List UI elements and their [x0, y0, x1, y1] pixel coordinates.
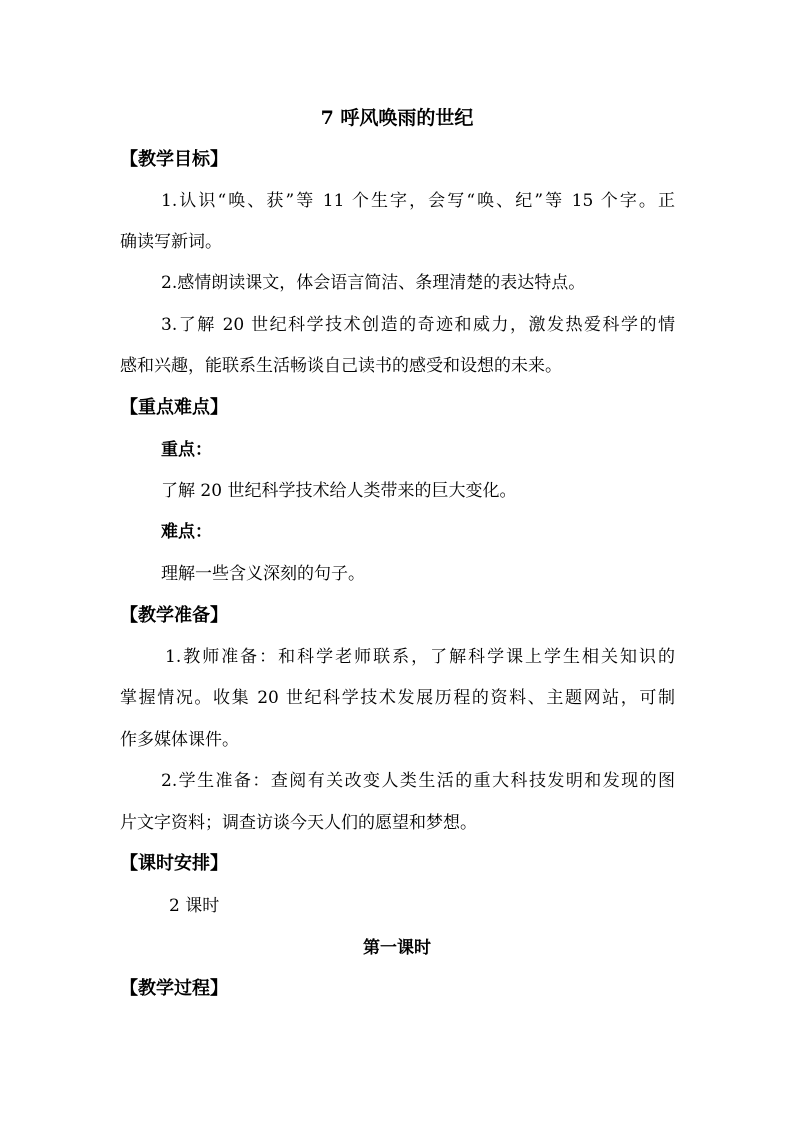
difficulty-text: 理解一些含义深刻的句子。	[161, 564, 365, 584]
student-prep-line-1: 2.学生准备：查阅有关改变人类生活的重大科技发明和发现的图	[161, 771, 675, 791]
teacher-prep-line-1: 1.教师准备：和科学老师联系，了解科学课上学生相关知识的	[165, 647, 675, 667]
objective-3-line-2: 感和兴趣，能联系生活畅谈自己读书的感受和设想的未来。	[120, 356, 562, 376]
first-lesson-title: 第一课时	[363, 938, 431, 958]
heading-key-points: 【重点难点】	[120, 397, 228, 418]
document-title: 7 呼风唤雨的世纪	[320, 107, 474, 129]
student-prep-line-2: 片文字资料；调查访谈今天人们的愿望和梦想。	[120, 813, 477, 833]
key-point-text: 了解 20 世纪科学技术给人类带来的巨大变化。	[161, 481, 517, 501]
heading-preparation: 【教学准备】	[120, 605, 228, 626]
teacher-prep-line-3: 作多媒体课件。	[120, 730, 239, 750]
heading-schedule: 【课时安排】	[120, 853, 228, 874]
heading-process: 【教学过程】	[120, 978, 228, 999]
key-point-label: 重点：	[161, 440, 212, 460]
schedule-text: 2 课时	[169, 896, 220, 916]
objective-3-line-1: 3.了解 20 世纪科学技术创造的奇迹和威力，激发热爱科学的情	[161, 315, 675, 335]
objective-1-line-2: 确读写新词。	[120, 232, 222, 252]
teacher-prep-line-2: 掌握情况。收集 20 世纪科学技术发展历程的资料、主题网站，可制	[120, 688, 675, 708]
objective-2: 2.感情朗读课文，体会语言简洁、条理清楚的表达特点。	[161, 273, 586, 293]
objective-1-line-1: 1.认识“唤、获”等 11 个生字，会写“唤、纪”等 15 个字。正	[161, 191, 675, 211]
difficulty-label: 难点：	[161, 522, 212, 542]
heading-objectives: 【教学目标】	[120, 149, 228, 170]
